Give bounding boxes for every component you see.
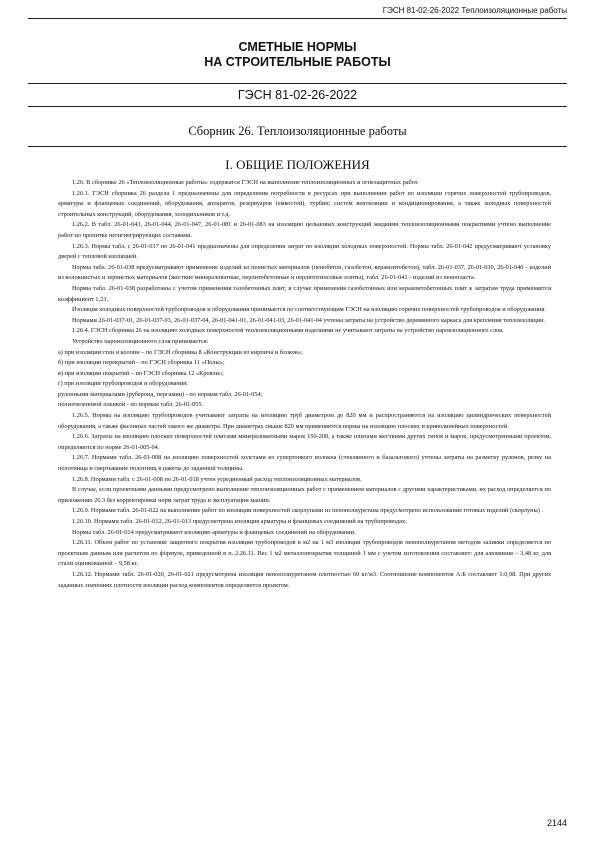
paragraph: 1.26.10. Нормами табл. 26-01-012, 26-01-013 предусмотрена изоляция арматуры и фланцевых соединений на трубопроводах. <box>72 518 407 525</box>
paragraph: Изоляция холодных поверхностей трубопроводов и оборудования принимается по соответствующим ГЭСН на изоляцию горячих поверхностей трубопроводов и оборудования. <box>72 306 546 314</box>
paragraph: 1.26.7. Нормами табл. 26-01-008 на изоляцию поверхностей холстами из супертонкого волокна (стеклянного и базальтового) учтены затраты на разметку рулонов, резку на полотнища и свертывание полотнищ в пакеты до заданной толщины. <box>58 454 551 473</box>
list-item: г) при изоляции трубопроводов и оборудования: <box>58 380 188 388</box>
code-rule-bottom <box>28 106 567 107</box>
paragraph: Нормами 26-01-037-01, 26-01-037-03, 26-01-037-04, 26-01-041-01, 26-01-041-03, 26-01-041-04 учтены затраты на устройство деревянного каркаса для крепления теплоизоляции. <box>72 316 546 324</box>
paragraph: 1.26.6. Затраты на изоляцию плоских поверхностей плитами минераловатными марок 150-200, а также плитами жесткими других типов и марок, предусмотренными проектом, определяются по норме 26-01-005-04. <box>58 433 551 451</box>
paragraph: 1.26.11. Объем работ по установке защитного покрытия изоляции трубопроводов в м2 на 1 м3 изоляции трубопроводов пенополиуретаном методом заливки определяется по проектным данным или расчетом по формуле, приведенной в п. 2.26.11. Вес 1 м2 металлопокрытия толщиной 1 мм с учетом изготовления составляет: для алюминия – 3,48 кг, для стали оцинкованной – 9,58 кг. <box>58 539 551 568</box>
paragraph: Нормы табл. 26-01-038 предусматривают применение изделий из пенистых материалов (пенобетон, газобетон, керамзитобетон), табл. 26-01-037, 26-01-039, 26-01-040 - изделий из волокнистых и зернистых материалов (жесткие минераловатные, перлитобетонные и перлитогипсовые плиты), табл. 26-01-041 - изделий из пенопласта. <box>58 263 551 282</box>
title-line-1: СМЕТНЫЕ НОРМЫ <box>238 40 357 54</box>
list-item: а) при изоляции стен и колонн – по ГЭСН сборника 8 «Конструкции из кирпича и блоков»; <box>58 348 303 356</box>
list-item: полиэтиленовой пленкой - по нормам табл. 26-01-055. <box>58 401 204 409</box>
header-rule <box>28 18 567 19</box>
paragraph: 1.26.4. ГЭСН сборника 26 на изоляцию холодных поверхностей теплоизоляционными изделиями не учитывают затраты на устройство пароизоляционного слоя. <box>72 327 504 335</box>
paragraph: 1.26.12. Нормами табл. 26-01-020, 26-01-021 предусмотрена изоляция пенополиуретаном плотностью 60 кг/м3. Соотношение компонентов А:Б составляет 1:0,98. При других заданных значениях плотности изоляции расход компонентов определяется проектом. <box>58 570 551 589</box>
paragraph: 1.26. В сборнике 26 «Теплоизоляционные работы» содержатся ГЭСН на выполнение теплоизоляционных и огнезащитных работ. <box>72 179 419 186</box>
list-item: рулонными материалами (рубероид, пергамин) - по нормам табл. 26-01-054; <box>58 390 263 398</box>
collection-rule <box>28 146 567 147</box>
page-number: 2144 <box>546 818 567 828</box>
list-item: б) при изоляции перекрытий – по ГЭСН сборника 11 «Полы»; <box>58 359 225 367</box>
running-header: ГЭСН 81-02-26-2022 Теплоизоляционные работы <box>382 6 567 15</box>
document-title <box>0 40 595 70</box>
paragraph: В случае, если проектными данными предусмотрено выполнение теплоизоляционных работ с применением материалов с другими характеристиками, их расход определяется по приложению 26.3 без корректировки норм затрат труда и эксплуатации машин. <box>58 486 551 504</box>
paragraph: Нормы табл. 26-01-014 предусматривают изоляцию арматуры и фланцевых соединений на оборудовании. <box>72 528 356 536</box>
paragraph: 1.26.9. Нормами табл. 26-01-022 на выполнение работ по изоляции поверхностей скорлупами из пенополиуретана предусмотрено использование готовых изделий (скорлупы) . <box>72 507 543 515</box>
code-rule-top <box>28 83 567 84</box>
body-text <box>58 178 551 591</box>
list-item: в) при изоляции покрытий – по ГЭСН сборника 12 «Кровли»; <box>58 369 224 377</box>
paragraph: 1.26.8. Нормами табл. с 26-01-008 по 26-01-018 учтен усредненный расход теплоизоляционных материалов. <box>72 475 362 483</box>
paragraph: 1.26.2. В табл. 26-01-043, 26-01-044, 26-01-047, 26-01-081 и 26-01-083 на изоляцию цельновых конструкций жидкими теплоизоляционными покрытиями учтено выполнение работ по пропитке негигиегрирующих составами. <box>58 221 551 239</box>
document-code: ГЭСН 81-02-26-2022 <box>237 88 358 102</box>
title-line-2: НА СТРОИТЕЛЬНЫЕ РАБОТЫ <box>204 55 391 69</box>
paragraph: Устройство пароизоляционного слоя принимается: <box>72 337 209 345</box>
section-heading: I. ОБЩИЕ ПОЛОЖЕНИЯ <box>225 157 370 172</box>
paragraph: 1.26.3. Нормы табл. с 26-01-037 по 26-01-041 предназначены для определения затрат по изоляции холодных поверхностей. Нормы табл. 26-01-042 предусматривают установку дверей с тепловой изоляцией. <box>58 242 551 261</box>
collection-title: Сборник 26. Теплоизоляционные работы <box>188 124 407 138</box>
paragraph: 1.26.1. ГЭСН сборника 26 раздела 1 предназначены для определения потребности в ресурсах при выполнении работ по изоляции горячих поверхностей трубопроводов, арматуры и фланцевых соединений, оборудования, аппаратов, резервуаров (емкостей), турбин; систем вентиляции и кондиционирования, а также холодных поверхностей строительных конструкций, оборудования, холодильников и т.д. <box>58 189 551 218</box>
paragraph: 1.26.5. Нормы на изоляцию трубопроводов учитывают затраты на изоляцию труб диаметром до 820 мм и распространяются на изоляцию цилиндрических поверхностей оборудования, а также фасонных частей такого же диаметра. При диаметрах свыше 820 мм применяются нормы на изоляцию плоских и криволинейных поверхностей. <box>58 412 551 430</box>
paragraph: Нормы табл. 26-01-038 разработаны с учетом применения газобетонных плит, в случае применения газобетонных или керамзитобетонных плит к затратам труда применяется коэффициент 1,23. <box>58 284 551 303</box>
